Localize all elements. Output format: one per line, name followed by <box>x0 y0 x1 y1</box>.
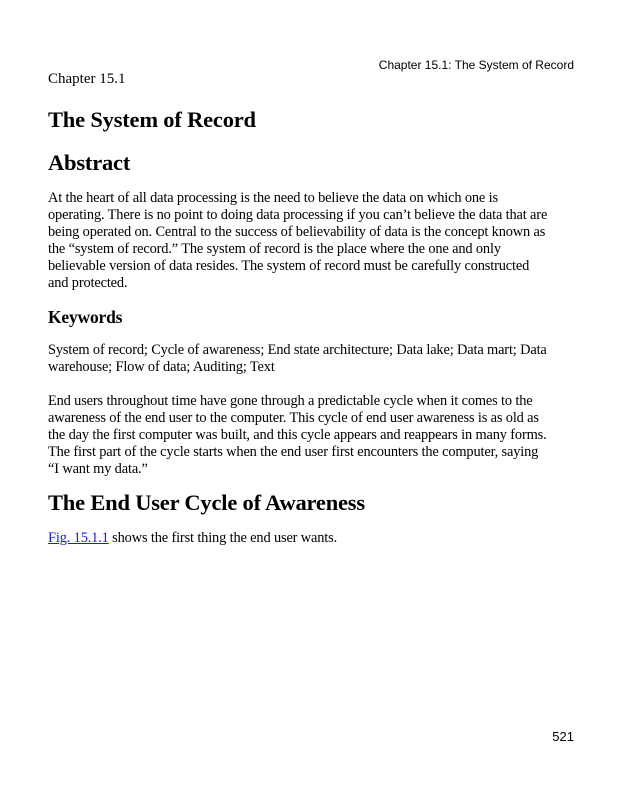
figure-reference-text: shows the first thing the end user wants. <box>108 530 338 546</box>
chapter-title: The System of Record <box>48 107 256 132</box>
intro-line: End users throughout time have gone through a predictable cycle when it comes to the <box>48 393 533 409</box>
keywords-heading: Keywords <box>48 307 123 327</box>
abstract-line: being operated on. Central to the success of believability of data is the concept known as <box>48 224 546 240</box>
intro-paragraph <box>48 393 574 478</box>
keywords-paragraph <box>48 342 574 376</box>
intro-line: The first part of the cycle starts when the end user first encounters the computer, saying <box>48 444 539 460</box>
abstract-line: and protected. <box>48 275 128 291</box>
chapter-label: Chapter 15.1 <box>48 71 126 87</box>
abstract-line: operating. There is no point to doing data processing if you can’t believe the data that are <box>48 207 548 223</box>
abstract-heading: Abstract <box>48 150 131 175</box>
figure-reference-paragraph <box>48 530 574 547</box>
abstract-line: the “system of record.” The system of record is the place where the one and only <box>48 241 501 257</box>
intro-line: “I want my data.” <box>48 461 148 477</box>
intro-line: awareness of the end user to the computer. This cycle of end user awareness is as old as <box>48 410 539 426</box>
abstract-line: At the heart of all data processing is the need to believe the data on which one is <box>48 190 498 206</box>
section-heading: The End User Cycle of Awareness <box>48 490 365 515</box>
running-header: Chapter 15.1: The System of Record <box>378 58 574 72</box>
page-content <box>48 70 574 547</box>
keywords-line: warehouse; Flow of data; Auditing; Text <box>48 359 275 375</box>
abstract-line: believable version of data resides. The system of record must be carefully constructed <box>48 258 530 274</box>
figure-link[interactable]: Fig. 15.1.1 <box>48 530 109 546</box>
page-number: 521 <box>552 729 574 744</box>
keywords-line: System of record; Cycle of awareness; End state architecture; Data lake; Data mart; Data <box>48 342 547 358</box>
abstract-paragraph <box>48 190 574 292</box>
intro-line: the day the first computer was built, and this cycle appears and reappears in many forms. <box>48 427 547 443</box>
